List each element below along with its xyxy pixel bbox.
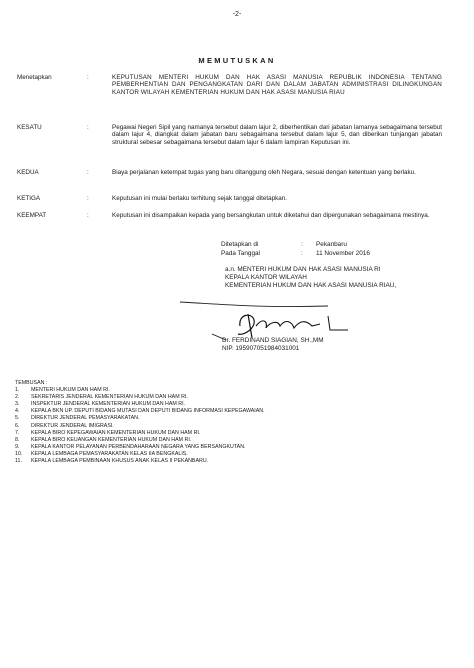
official-line-2: KEPALA KANTOR WILAYAH — [225, 274, 307, 282]
row-label: KEDUA — [17, 169, 39, 176]
row-colon: : — [87, 195, 89, 202]
row-colon: : — [87, 212, 89, 219]
place-colon: : — [301, 241, 303, 248]
copy-recipients — [15, 380, 265, 465]
row-text: Biaya perjalanan ketempat tugas yang baru ditanggung oleh Negara, sesuai dengan ketentuan yang berlaku. — [112, 169, 416, 176]
cc-item: 9. KEPALA KANTOR PELAYANAN PERBENDAHARAAN NEGARA YANG BERSANGKUTAN. — [15, 443, 246, 450]
row-colon: : — [87, 169, 89, 176]
row-label: KEEMPAT — [17, 212, 47, 219]
row-text: KEPUTUSAN MENTERI HUKUM DAN HAK ASASI MANUSIA REPUBLIK INDONESIA TENTANG PEMBERHENTIAN DAN PENGANGKATAN DARI DAN DALAM JABATAN ADMINISTRASI DILINGKUNGAN KANTOR WILAYAH KEMENTERIAN HUKUM DAN HAK ASASI MANUSIA RIAU — [112, 74, 442, 96]
cc-item: 7. KEPALA BIRO KEPEGAWAIAN KEMENTERIAN HUKUM DAN HAM RI. — [15, 429, 201, 436]
place-label: Ditetapkan di — [221, 241, 259, 248]
signer-nip: NIP. 195907051984031001 — [222, 345, 300, 352]
decision-heading: MEMUTUSKAN — [198, 56, 276, 65]
signer-name: Dr. FERDINAND SIAGIAN, SH.,MM — [222, 337, 324, 344]
date-label: Pada Tanggal — [221, 250, 260, 257]
row-text: Keputusan ini disampaikan kepada yang bersangkutan untuk diketahui dan dipergunakan sebagaimana mestinya. — [112, 212, 430, 219]
official-line-3: KEMENTERIAN HUKUM DAN HAK ASASI MANUSIA RIAU, — [225, 282, 397, 290]
row-colon: : — [87, 124, 89, 131]
date-value: 11 November 2016 — [316, 250, 370, 257]
official-title-block — [225, 266, 396, 291]
cc-item: 1. MENTERI HUKUM DAN HAM RI. — [15, 387, 110, 394]
cc-item: 2. SEKRETARIS JENDERAL KEMENTERIAN HUKUM DAN HAM RI. — [15, 394, 188, 401]
cc-item: 10. KEPALA LEMBAGA PEMASYARAKATAN KELAS IIA BENGKALIS. — [15, 450, 188, 457]
official-line-1: a.n. MENTERI HUKUM DAN HAK ASASI MANUSIA RI — [225, 266, 381, 273]
row-label: KETIGA — [17, 195, 41, 202]
row-label: Menetapkan — [17, 74, 52, 81]
page-number: -2- — [232, 11, 242, 18]
cc-item: 6. DIREKTUR JENDERAL IMIGRASI. — [15, 422, 114, 429]
signer-block — [222, 337, 324, 353]
row-label: KESATU — [17, 124, 42, 131]
place-value: Pekanbaru — [316, 241, 347, 248]
cc-item: 11. KEPALA LEMBAGA PEMBINAAN KHUSUS ANAK KELAS II PEKANBARU. — [15, 458, 209, 465]
cc-item: 5. DIREKTUR JENDERAL PEMASYARAKATAN. — [15, 415, 140, 422]
row-text: Pegawai Negeri Sipil yang namanya tersebut dalam lajur 2, diberhentikan dari jabatan lamanya sebagaimana tersebut dalam lajur 4, diangkat dalam jabatan baru sebagaimana tersebut dalam lajur 5, dan diberikan tunjangan jabatan struktural sebesar sebagaimana tersebut dalam lajur 6 dalam lampiran Keputusan ini. — [112, 124, 442, 146]
cc-item: 8. KEPALA BIRO KEUANGAN KEMENTERIAN HUKUM DAN HAM RI. — [15, 436, 192, 443]
date-colon: : — [301, 250, 303, 257]
row-text: Keputusan ini mulai berlaku terhitung sejak tanggal ditetapkan. — [112, 195, 288, 202]
cc-item: 4. KEPALA BKN UP. DEPUTI BIDANG MUTASI DAN DEPUTI BIDANG INFORMASI KEPEGAWAIAN. — [15, 408, 265, 415]
cc-item: 3. INSPEKTUR JENDERAL KEMENTERIAN HUKUM DAN HAM RI. — [15, 401, 186, 408]
row-colon: : — [87, 74, 89, 81]
cc-title: TEMBUSAN : — [15, 380, 48, 386]
